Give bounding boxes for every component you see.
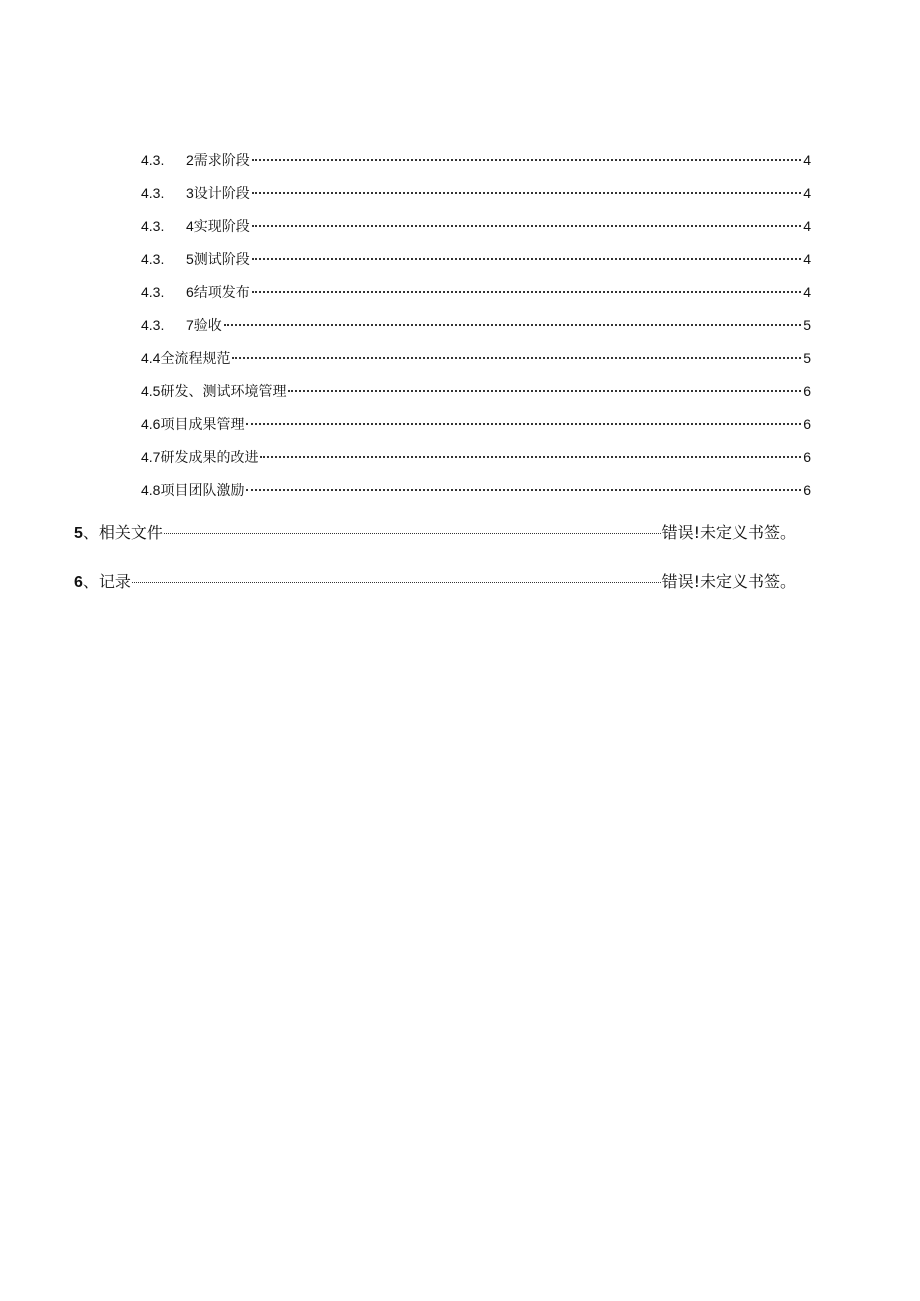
toc-page-number: 5 [803, 317, 811, 333]
dot-leader [288, 380, 801, 392]
toc-entry-main[interactable] [74, 570, 796, 594]
dot-leader [252, 215, 801, 227]
dot-leader [246, 413, 801, 425]
toc-item-number: 7 [186, 317, 194, 333]
toc-title: 项目成果管理 [160, 417, 245, 433]
dot-leader [252, 281, 801, 293]
toc-item-number: 5 [186, 251, 194, 267]
toc-title: 研发成果的改进 [160, 450, 259, 466]
toc-page-error: 错误!未定义书签。 [661, 572, 796, 591]
toc-title: 、相关文件 [82, 523, 163, 542]
toc-page-number: 6 [803, 482, 811, 498]
toc-entry-main[interactable] [74, 521, 796, 545]
toc-title: 实现阶段 [193, 219, 250, 235]
toc-entry[interactable] [141, 446, 811, 468]
toc-title: 研发、测试环境管理 [160, 384, 287, 400]
toc-section-number: 4.3. [141, 317, 165, 333]
toc-entry[interactable] [141, 479, 811, 501]
toc-section-number: 4.6 [141, 416, 161, 432]
toc-section-number: 4.3. [141, 284, 165, 300]
toc-title: 测试阶段 [193, 252, 250, 268]
toc-title: 需求阶段 [193, 153, 250, 169]
toc-section-number: 4.5 [141, 383, 161, 399]
toc-page-number: 6 [803, 416, 811, 432]
toc-entry[interactable] [141, 182, 811, 204]
toc-section-number: 4.3. [141, 152, 165, 168]
toc-item-number: 4 [186, 218, 194, 234]
toc-page-number: 5 [803, 350, 811, 366]
dot-leader [252, 182, 801, 194]
toc-entry[interactable] [141, 347, 811, 369]
toc-entry[interactable] [141, 314, 811, 336]
toc-chapter-number: 5 [74, 525, 83, 542]
toc-item-number: 2 [186, 152, 194, 168]
toc-page-number: 4 [803, 185, 811, 201]
dot-leader [132, 570, 661, 583]
dot-leader [246, 479, 801, 491]
toc-title: 全流程规范 [160, 351, 231, 367]
toc-item-number: 3 [186, 185, 194, 201]
toc-page-number: 6 [803, 383, 811, 399]
toc-section-number: 4.8 [141, 482, 161, 498]
toc-section-number: 4.4 [141, 350, 161, 366]
toc-section-number: 4.7 [141, 449, 161, 465]
toc-section-number: 4.3. [141, 185, 165, 201]
toc-page-number: 4 [803, 152, 811, 168]
toc-entry[interactable] [141, 215, 811, 237]
toc-section-number: 4.3. [141, 218, 165, 234]
toc-entry[interactable] [141, 413, 811, 435]
toc-page-number: 4 [803, 284, 811, 300]
toc-title: 验收 [193, 318, 222, 334]
toc-chapter-number: 6 [74, 574, 83, 591]
dot-leader [224, 314, 801, 326]
toc-section-number: 4.3. [141, 251, 165, 267]
toc-page-number: 4 [803, 218, 811, 234]
toc-entry[interactable] [141, 380, 811, 402]
toc-title: 结项发布 [193, 285, 250, 301]
toc-title: 项目团队激励 [160, 483, 245, 499]
toc-page-number: 6 [803, 449, 811, 465]
dot-leader [252, 149, 801, 161]
toc-title: 、记录 [82, 572, 131, 591]
toc-entry[interactable] [141, 281, 811, 303]
toc-page-error: 错误!未定义书签。 [661, 523, 796, 542]
toc-item-number: 6 [186, 284, 194, 300]
toc-entry[interactable] [141, 248, 811, 270]
toc-title: 设计阶段 [193, 186, 250, 202]
toc-entry[interactable] [141, 149, 811, 171]
dot-leader [252, 248, 801, 260]
dot-leader [232, 347, 801, 359]
toc-page-number: 4 [803, 251, 811, 267]
dot-leader [164, 521, 661, 534]
dot-leader [260, 446, 801, 458]
